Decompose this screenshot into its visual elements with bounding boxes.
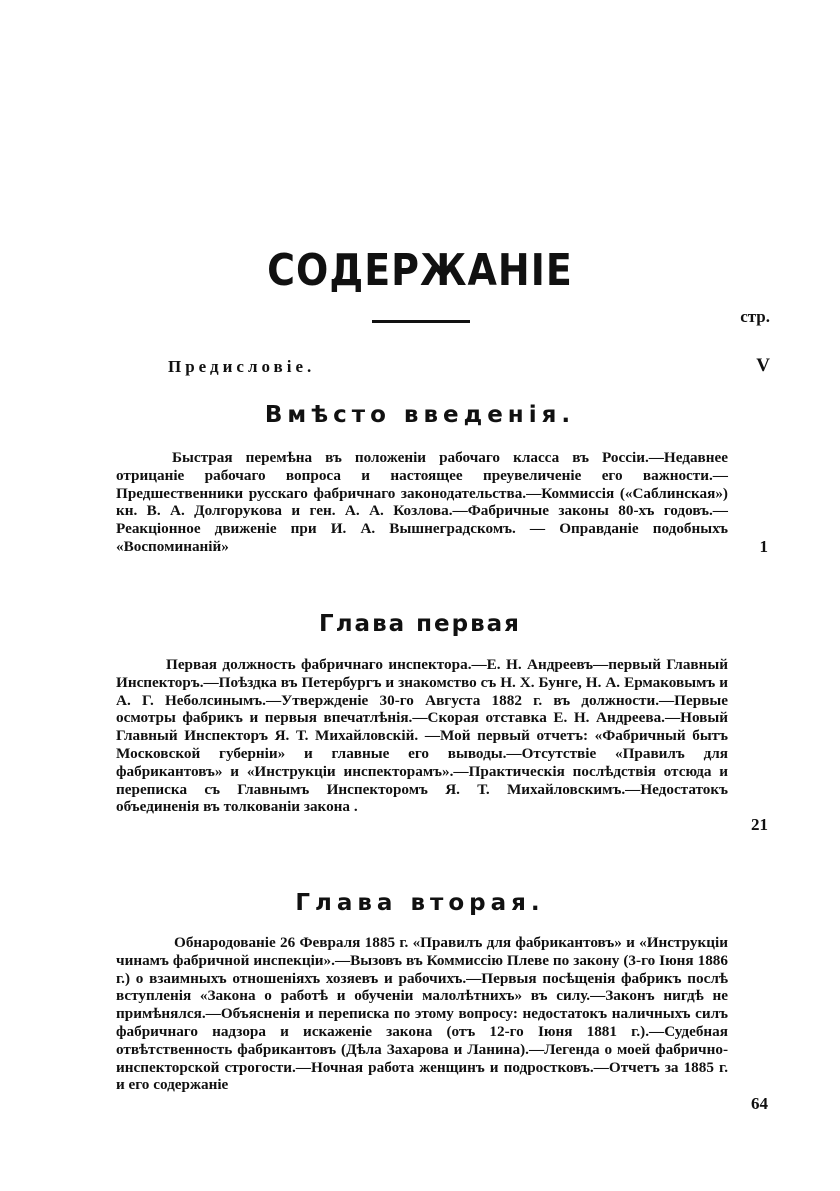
section-summary-introduction: Быстрая перемѣна въ положеніи рабочаго класса въ Россіи.—Недавнее отрицаніе рабочаго вопроса и настоящее преувеличеніе его важности.—Предшественники русскаго фабричнаго законодательства.—Коммиссія («Саблинская») кн. В. А. Долгорукова и ген. А. А. Козлова.—Фабричные законы 80-хъ годовъ.—Реакціонное движеніе при И. А. Вышнеградскомъ. — Оправданіе подобныхъ «Воспоминаній» bbox=[116, 449, 728, 555]
section-page-chapter-two: 64 bbox=[751, 1094, 768, 1113]
page-column-label: стр. bbox=[740, 307, 770, 326]
preface-entry-page: V bbox=[756, 355, 770, 376]
preface-entry-label: Предисловіе. bbox=[168, 357, 316, 376]
section-page-chapter-one: 21 bbox=[751, 815, 768, 834]
section-heading-introduction: Вмѣсто введенія. bbox=[264, 402, 576, 428]
page-title: СОДЕРЖАНІЕ bbox=[267, 244, 573, 296]
section-heading-chapter-one: Глава первая bbox=[319, 611, 521, 637]
title-underline bbox=[372, 320, 470, 323]
section-summary-chapter-one: Первая должность фабричнаго инспектора.—Е. Н. Андреевъ—первый Главный Инспекторъ.—Поѣздка въ Петербургъ и знакомство съ Н. Х. Бунге, Н. А. Ермаковымъ и А. Г. Неболсинымъ.—Утвержденіе 30-го Августа 1882 г. въ должности.—Первые осмотры фабрикъ и первыя впечатлѣнія.—Скорая отставка Е. Н. Андреева.—Новый Главный Инспекторъ Я. Т. Михайловскій. —Мой первый отчетъ: «Фабричный бытъ Московской губерніи» и главные его выводы.—Отсутствіе «Правилъ для фабрикантовъ» и «Инструкціи инспекторамъ».—Практическія послѣдствія отсюда и переписка съ Главнымъ Инспекторомъ Я. Т. Михайловскимъ.—Недостатокъ объединенія въ толкованіи закона . bbox=[116, 656, 728, 816]
section-summary-chapter-two: Обнародованіе 26 Февраля 1885 г. «Правилъ для фабрикантовъ» и «Инструкціи чинамъ фабричной инспекціи».—Вызовъ въ Коммиссію Плеве по закону (3-го Іюня 1886 г.) о взаимныхъ отношеніяхъ хозяевъ и рабочихъ.—Первыя посѣщенія фабрикъ послѣ вступленія «Закона о работѣ и обученіи малолѣтнихъ» въ силу.—Законъ нигдѣ не примѣнялся.—Объясненія и переписка по этому вопросу: недостатокъ наличныхъ силъ фабричнаго надзора и искаженіе закона (отъ 12-го Іюня 1881 г.).—Судебная отвѣтственность фабрикантовъ (Дѣла Захарова и Ланина).—Легенда о моей фабрично-инспекторской строгости.—Ночная работа женщинъ и подростковъ.—Отчетъ за 1885 г. и его содержаніе bbox=[116, 934, 728, 1094]
section-heading-chapter-two: Глава вторая. bbox=[295, 890, 545, 916]
section-page-introduction: 1 bbox=[759, 537, 768, 556]
